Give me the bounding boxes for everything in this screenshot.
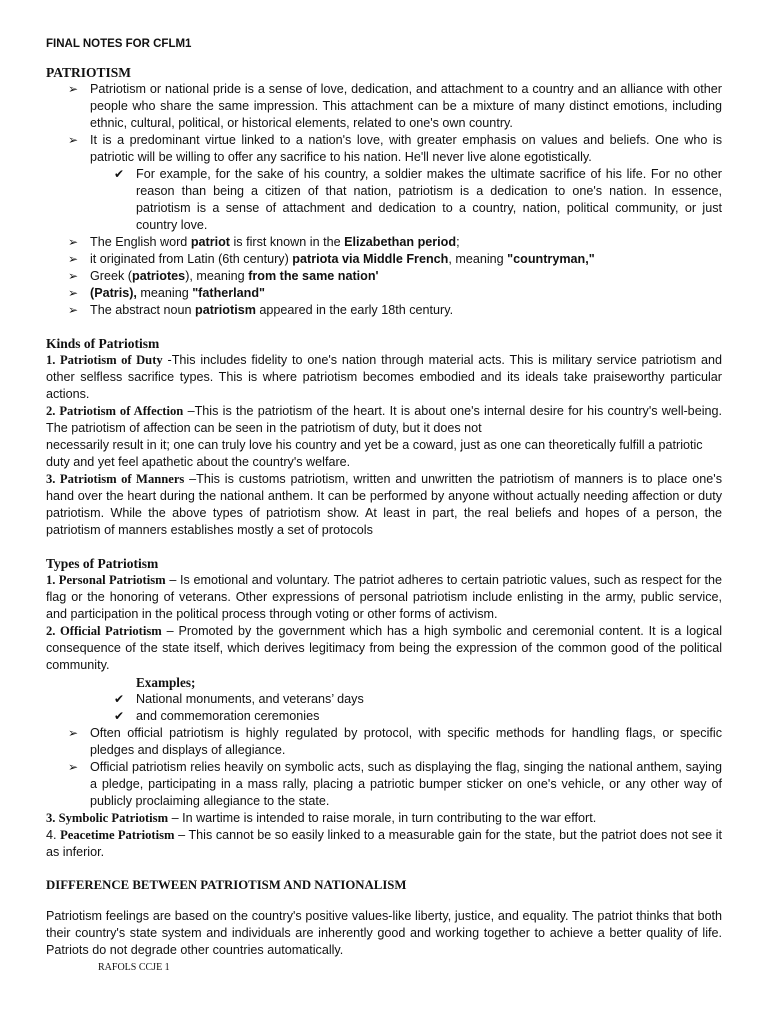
- arrow-bullet-icon: ➢: [68, 269, 79, 283]
- patriotism-bullet-list: [46, 81, 722, 166]
- kind-duty-paragraph: 1. Patriotism of Duty -This includes fidelity to one's nation through material acts. This is military service patriotism and other selfless sacrifice types. This is where patriotism becomes embodied and its ideals take praiseworthy particular actions.: [46, 353, 723, 401]
- list-item: ➢ Patriotism or national pride is a sense of love, dedication, and attachment to a country and an alliance with other people who share the same impression. This attachment can be a mixture of many distinct emotions, including ethnic, cultural, political, or historical elements, related to one's own country.: [68, 82, 722, 130]
- section-heading-kinds: Kinds of Patriotism: [46, 336, 160, 351]
- etymology-bullet-list: [46, 234, 722, 319]
- list-item: ✔ For example, for the sake of his country, a soldier makes the ultimate sacrifice of his life. For no other reason than being a citizen of that nation, patriotism is a dedication to one's nation. In essence, patriotism is a sense of attachment and dedication to a country, nation, political community, or just country love.: [114, 167, 722, 232]
- difference-paragraph: Patriotism feelings are based on the country's positive values-like liberty, justice, and equality. The patriot thinks that both their country's state system and individuals are inherently good and working together to achieve a better quality of life. Patriots do not degrade other countries automatically.: [46, 909, 722, 957]
- kind-affection-paragraph: 2. Patriotism of Affection –This is the patriotism of the heart. It is about one's internal desire for his country's well-being. The patriotism of affection can be seen in the patriotism of duty, but it does not: [46, 404, 722, 435]
- document-page: [46, 36, 722, 959]
- type-personal-paragraph: 1. Personal Patriotism – Is emotional and voluntary. The patriot adheres to certain patriotic values, such as respect for the flag or the honoring of veterans. Other expressions of personal patriotism include enlisting in the army, public service, and participation in the political process through voting or other forms of activism.: [46, 573, 723, 621]
- type-peacetime-paragraph: 4. Peacetime Patriotism – This cannot be so easily linked to a measurable gain for the state, but the patriot does not see it as inferior.: [46, 828, 722, 859]
- list-item: ➢ Official patriotism relies heavily on symbolic acts, such as displaying the flag, singing the national anthem, saying a pledge, participating in a mass rally, placing a patriotic bumper sticker on one's vehicle, or any other way of publicly proclaiming allegiance to the state.: [68, 760, 722, 808]
- checkmark-icon: ✔: [114, 167, 125, 181]
- patriotism-check-list: [46, 166, 722, 234]
- arrow-bullet-icon: ➢: [68, 133, 79, 147]
- arrow-bullet-icon: ➢: [68, 235, 79, 249]
- kind-manners-paragraph: 3. Patriotism of Manners –This is customs patriotism, written and unwritten the patriotism of manners is to place one's hand over the heart during the national anthem. It can be performed by anyone without actually needing affection or duty patriotism. While the above types of patriotism show. At least in part, the real beliefs and hopes of a person, the patriotism of manners establishes mostly a set of protocols: [46, 472, 722, 537]
- official-bullet-list: [46, 725, 722, 810]
- examples-label: Examples;: [136, 675, 196, 690]
- page-footer: RAFOLS CCJE 1: [98, 962, 170, 973]
- section-heading-difference: DIFFERENCE BETWEEN PATRIOTISM AND NATIONALISM: [46, 878, 407, 892]
- checkmark-icon: ✔: [114, 692, 125, 706]
- checkmark-icon: ✔: [114, 709, 125, 723]
- examples-list: [46, 691, 722, 725]
- arrow-bullet-icon: ➢: [68, 760, 79, 774]
- arrow-bullet-icon: ➢: [68, 252, 79, 266]
- section-heading-patriotism: PATRIOTISM: [46, 65, 132, 80]
- list-item: ➢ (Patris), meaning "fatherland": [68, 286, 266, 300]
- list-item: ➢ It is a predominant virtue linked to a nation's love, with greater emphasis on values and beliefs. One who is patriotic will be willing to offer any sacrifice to his nation. He'll never live alone egotistically.: [68, 133, 722, 164]
- arrow-bullet-icon: ➢: [68, 82, 79, 96]
- kind-affection-continuation: necessarily result in it; one can truly love his country and yet be a coward, just as one can theoretically fulfill a patriotic duty and yet feel apathetic about the country's welfare.: [46, 438, 703, 469]
- section-heading-types: Types of Patriotism: [46, 556, 159, 571]
- arrow-bullet-icon: ➢: [68, 726, 79, 740]
- list-item: ➢ it originated from Latin (6th century) patriota via Middle French, meaning "countryman,": [68, 252, 595, 266]
- list-item: ➢ Often official patriotism is highly regulated by protocol, with specific methods for handling flags, or specific pledges and displays of allegiance.: [68, 726, 722, 757]
- list-item: ✔ and commemoration ceremonies: [114, 709, 320, 723]
- arrow-bullet-icon: ➢: [68, 286, 79, 300]
- type-symbolic-paragraph: 3. Symbolic Patriotism – In wartime is intended to raise morale, in turn contributing to the war effort.: [46, 811, 597, 825]
- type-official-paragraph: 2. Official Patriotism – Promoted by the government which has a high symbolic and ceremonial content. It is a logical consequence of the state itself, which derives legitimacy from being the expression of the common good of the political community.: [46, 624, 722, 672]
- list-item: ➢ The abstract noun patriotism appeared in the early 18th century.: [68, 303, 454, 317]
- list-item: ✔ National monuments, and veterans’ days: [114, 692, 364, 706]
- list-item: ➢ The English word patriot is first known in the Elizabethan period;: [68, 235, 460, 249]
- list-item: ➢ Greek (patriotes), meaning from the same nation': [68, 269, 379, 283]
- document-title: FINAL NOTES FOR CFLM1: [46, 38, 192, 50]
- arrow-bullet-icon: ➢: [68, 303, 79, 317]
